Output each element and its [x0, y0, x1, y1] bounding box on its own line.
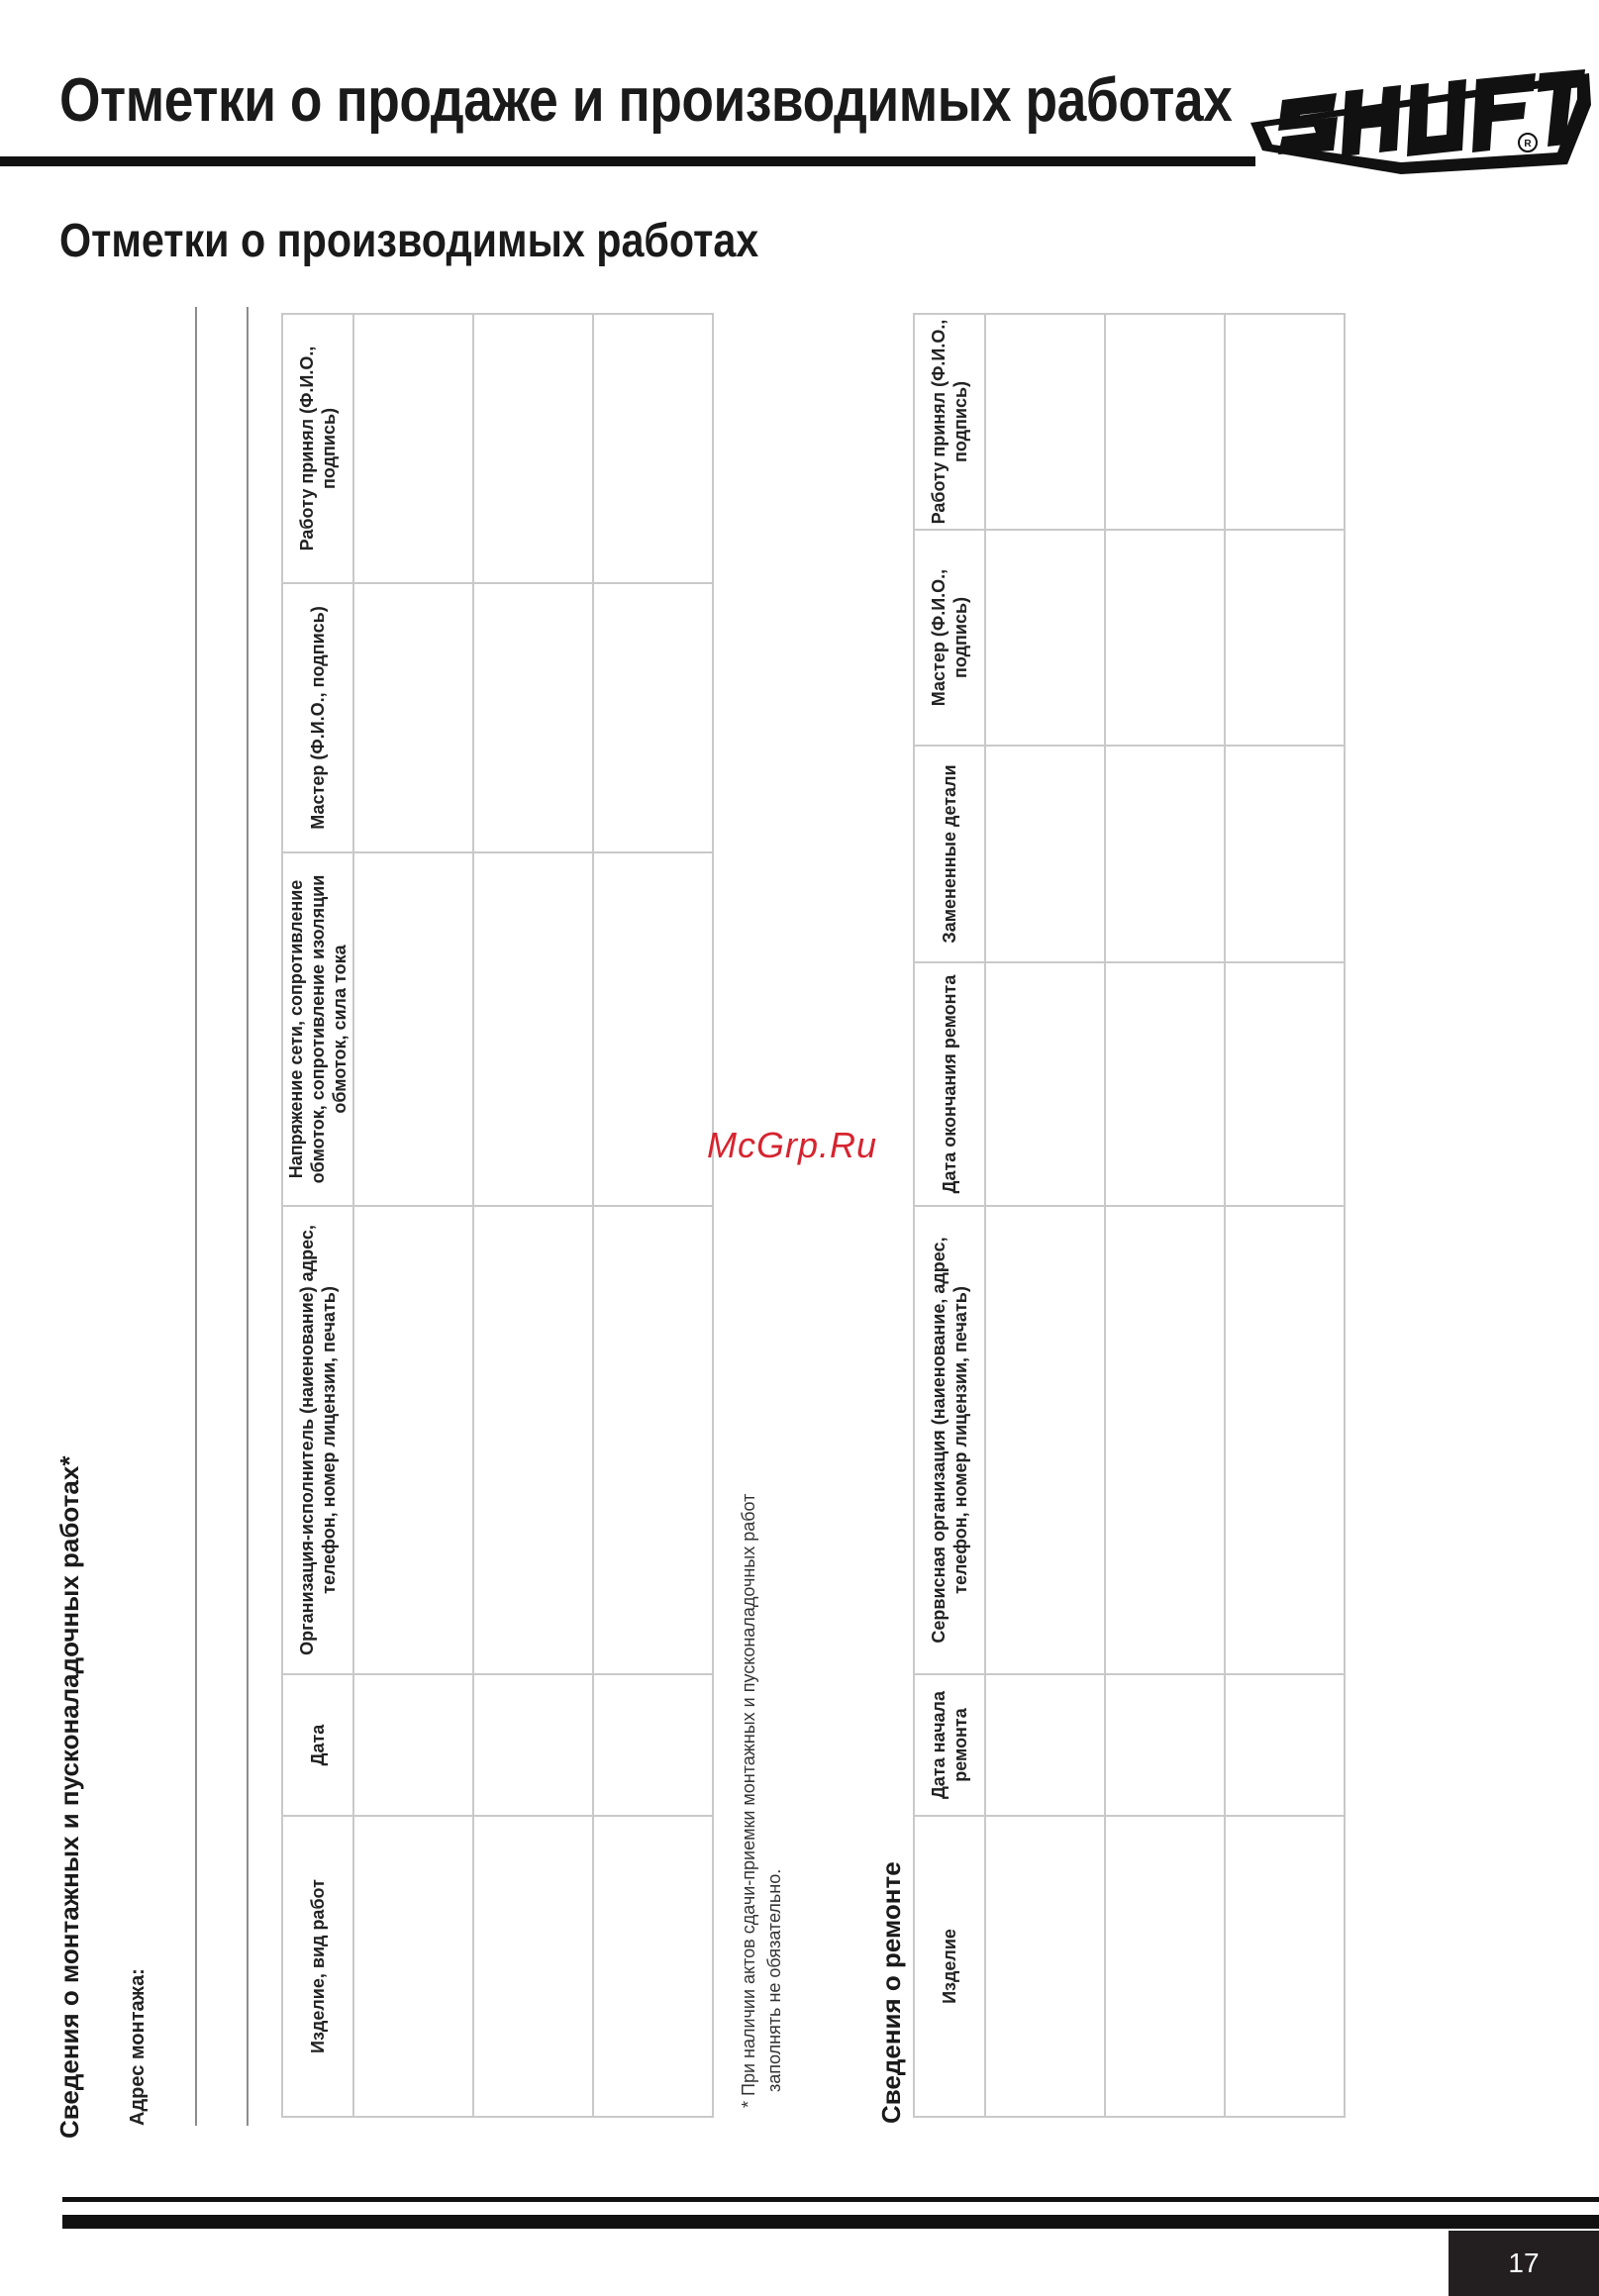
table-cell[interactable] [353, 314, 473, 583]
table-cell[interactable] [473, 852, 593, 1206]
table-cell[interactable] [985, 746, 1105, 962]
column-header-product: Изделие, вид работ [282, 1816, 353, 2117]
table-cell[interactable] [985, 1816, 1105, 2117]
table-cell[interactable] [985, 1674, 1105, 1816]
column-header-accepted: Работу принял (Ф.И.О., подпись) [282, 314, 353, 583]
column-header-contractor: Организация-исполнитель (наиенование) адрес, телефон, номер лицензии, печать) [282, 1206, 353, 1674]
page-number: 17 [1449, 2231, 1599, 2296]
table-row [1105, 314, 1225, 2117]
brand-logo [1243, 65, 1599, 174]
table-cell[interactable] [1105, 1674, 1225, 1816]
table-cell[interactable] [1105, 314, 1225, 530]
address-label: Адрес монтажа: [127, 1968, 149, 2126]
table-cell[interactable] [473, 1816, 593, 2117]
table-cell[interactable] [1105, 530, 1225, 746]
rotated-forms [0, 297, 1366, 2139]
table-cell[interactable] [985, 1206, 1105, 1674]
svg-text:R: R [1524, 139, 1532, 150]
table-cell[interactable] [353, 583, 473, 852]
table-cell[interactable] [353, 852, 473, 1206]
table-cell[interactable] [1105, 962, 1225, 1206]
footer-rule-thick [62, 2215, 1599, 2229]
column-header-product: Изделие [914, 1816, 985, 2117]
footnote-line-1: * При наличии актов сдачи-приемки монтажных и пусконаладочных работ [739, 1493, 758, 2108]
table-cell[interactable] [593, 1674, 713, 1816]
table-cell[interactable] [1105, 1816, 1225, 2117]
table-cell[interactable] [985, 314, 1105, 530]
table-cell[interactable] [353, 1206, 473, 1674]
table-cell[interactable] [1225, 746, 1345, 962]
table-cell[interactable] [473, 314, 593, 583]
watermark: McGrp.Ru [707, 1125, 878, 1165]
column-header-replaced-parts: Замененные детали [914, 746, 985, 962]
column-header-master: Мастер (Ф.И.О., подпись) [914, 530, 985, 746]
table-cell[interactable] [985, 530, 1105, 746]
table-cell[interactable] [593, 1816, 713, 2117]
table-cell[interactable] [593, 1206, 713, 1674]
repair-table [913, 313, 1346, 2118]
footnote-line-2: заполнять не обязательно. [764, 1868, 784, 2092]
table-cell[interactable] [1225, 1816, 1345, 2117]
table-cell[interactable] [353, 1674, 473, 1816]
table-cell[interactable] [1225, 1674, 1345, 1816]
table-row [985, 314, 1105, 2117]
column-header-master: Мастер (Ф.И.О., подпись) [282, 583, 353, 852]
address-line-1 [195, 307, 197, 2126]
table-cell[interactable] [353, 1816, 473, 2117]
table-cell[interactable] [1225, 314, 1345, 530]
shuft-logo-icon [1243, 65, 1599, 174]
table-cell[interactable] [593, 314, 713, 583]
table-cell[interactable] [985, 962, 1105, 1206]
table-row [473, 314, 593, 2117]
table-cell[interactable] [1225, 530, 1345, 746]
table-cell[interactable] [1105, 1206, 1225, 1674]
column-header-accepted: Работу принял (Ф.И.О., подпись) [914, 314, 985, 530]
footer-rule-thin [62, 2197, 1599, 2202]
table-cell[interactable] [473, 1674, 593, 1816]
table-cell[interactable] [473, 1206, 593, 1674]
column-header-repair-end: Дата окончания ремонта [914, 962, 985, 1206]
column-header-date: Дата [282, 1674, 353, 1816]
repair-heading: Сведения о ремонте [876, 1861, 906, 2124]
table-row [353, 314, 473, 2117]
table-row [593, 314, 713, 2117]
table-cell[interactable] [593, 852, 713, 1206]
table-cell[interactable] [1225, 1206, 1345, 1674]
table-cell[interactable] [473, 583, 593, 852]
address-line-2 [247, 307, 249, 2126]
table-cell[interactable] [1105, 746, 1225, 962]
column-header-service-org: Сервисная организация (наиенование, адрес, телефон, номер лицензии, печать) [914, 1206, 985, 1674]
column-header-measurements: Напряжение сети, сопротивление обмоток, сопротивление изоляции обмоток, сила тока [282, 852, 353, 1206]
installation-heading: Сведения о монтажных и пусконаладочных работах* [54, 1455, 84, 2139]
title-underline [0, 156, 1255, 166]
table-cell[interactable] [593, 583, 713, 852]
table-cell[interactable] [1225, 962, 1345, 1206]
section-title: Отметки о производимых работах [59, 215, 759, 267]
page-title: Отметки о продаже и производимых работах [59, 66, 1233, 135]
table-row [1225, 314, 1345, 2117]
column-header-repair-start: Дата начала ремонта [914, 1674, 985, 1816]
installation-table [281, 313, 714, 2118]
